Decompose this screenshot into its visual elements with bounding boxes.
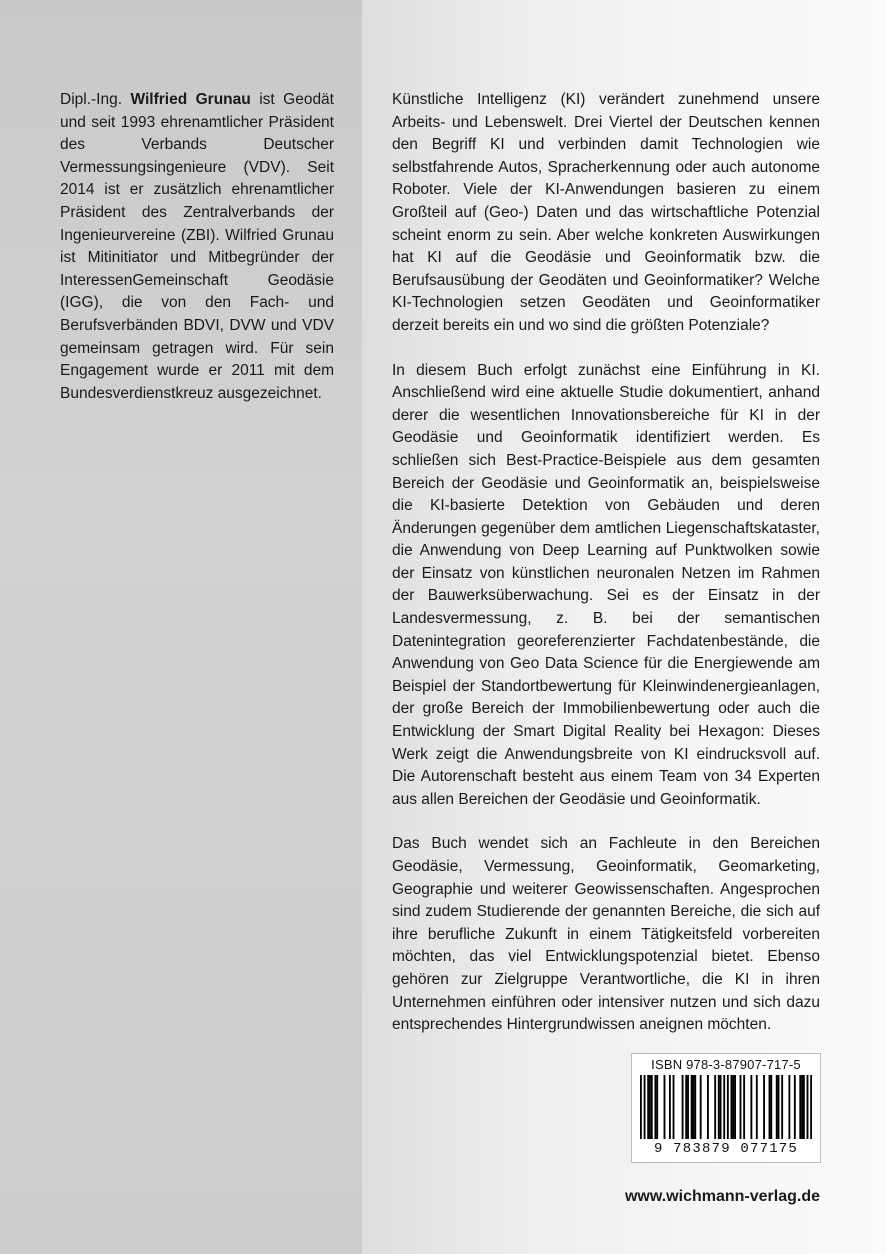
isbn-text: ISBN 978-3-87907-717-5 — [651, 1057, 801, 1072]
description-paragraph: In diesem Buch erfolgt zunächst eine Einführung in KI. Anschließend wird eine aktuelle Studie dokumentiert, anhand derer die wesentlichen Innovationsbereiche für KI in der Geodäsie und Geoinformatik identifiziert werden. Es schließen sich Best-Practice-Beispiele aus dem gesamten Bereich der Geodäsie und Geoinformatik an, beispielsweise die KI-basierte Detektion von Gebäuden und deren Änderungen gegenüber dem amtlichen Liegenschaftskataster, die Anwendung von Deep Learning auf Punktwolken sowie der Einsatz von künstlichen neuronalen Netzen im Rahmen der Bauwerksüberwachung. Sei es der Einsatz in der Landesvermessung, z. B. bei der semantischen Datenintegration georeferenzierter Fachdatenbestände, die Anwendung von Geo Data Science für die Energiewende am Beispiel der Standortbewertung für Kleinwindenergieanlagen, der große Bereich der Immobilienbewertung oder auch die Entwicklung der Smart Digital Reality bei Hexagon: Dieses Werk zeigt die Anwendungsbreite von KI eindrucksvoll auf. Die Autorenschaft besteht aus einem Team von 34 Experten aus allen Bereichen der Geodäsie und Geoinformatik. — [392, 361, 820, 808]
author-name: Wilfried Grunau — [130, 91, 251, 108]
author-bio — [60, 89, 334, 405]
author-bio-text: ist Geodät und seit 1993 ehrenamtlicher Präsident des Verbands Deutscher Vermessungsingenieure (VDV). Seit 2014 ist er zusätzlich ehrenamtlicher Präsident des Zentralverbands der Ingenieurvereine (ZBI). Wilfried Grunau ist Mitinitiator und Mitbegründer der InteressenGemeinschaft Geodäsie (IGG), die von den Fach- und Berufsverbänden BDVI, DVW und VDV gemeinsam getragen wird. Für sein Engagement wurde er 2011 mit dem Bundesverdienstkreuz ausgezeichnet. — [60, 91, 334, 402]
barcode-digits: 9 783879 077175 — [653, 1141, 799, 1157]
description-paragraph: Das Buch wendet sich an Fachleute in den Bereichen Geodäsie, Vermessung, Geoinformatik, Geomarketing, Geographie und weiterer Geowissenschaften. Angesprochen sind zudem Studierende der genannten Bereiche, die sich auf ihre berufliche Zukunft in einem Tätigkeitsfeld vorbereiten möchten, das viel Entwicklungspotenzial bietet. Ebenso gehören zur Zielgruppe Verantwortliche, die KI in ihren Unternehmen einführen oder intensiver nutzen und sich dazu entsprechendes Hintergrundwissen aneignen möchten. — [392, 835, 820, 1034]
author-bio-prefix: Dipl.-Ing. — [60, 91, 131, 108]
isbn-barcode — [631, 1053, 821, 1163]
description-paragraph: Künstliche Intelligenz (KI) verändert zunehmend unsere Arbeits- und Lebenswelt. Drei Viertel der Deutschen kennen den Begriff KI und verbinden damit Technologien wie selbstfahrende Autos, Spracherkennung oder auch autonome Roboter. Viele der KI-Anwendungen basieren zu einem Großteil auf (Geo-) Daten und das wirtschaftliche Potenzial scheint enorm zu sein. Aber welche konkreten Auswirkungen hat KI auf die Geodäsie und Geoinformatik bzw. die Berufsausübung der Geodäten und Geoinformatiker? Welche KI-Technologien setzen Geodäten und Geoinformatiker derzeit bereits ein und wo sind die größten Potenziale? — [392, 91, 820, 334]
publisher-website: www.wichmann-verlag.de — [624, 1188, 820, 1205]
barcode-bars — [640, 1075, 812, 1139]
book-description — [392, 89, 820, 1059]
